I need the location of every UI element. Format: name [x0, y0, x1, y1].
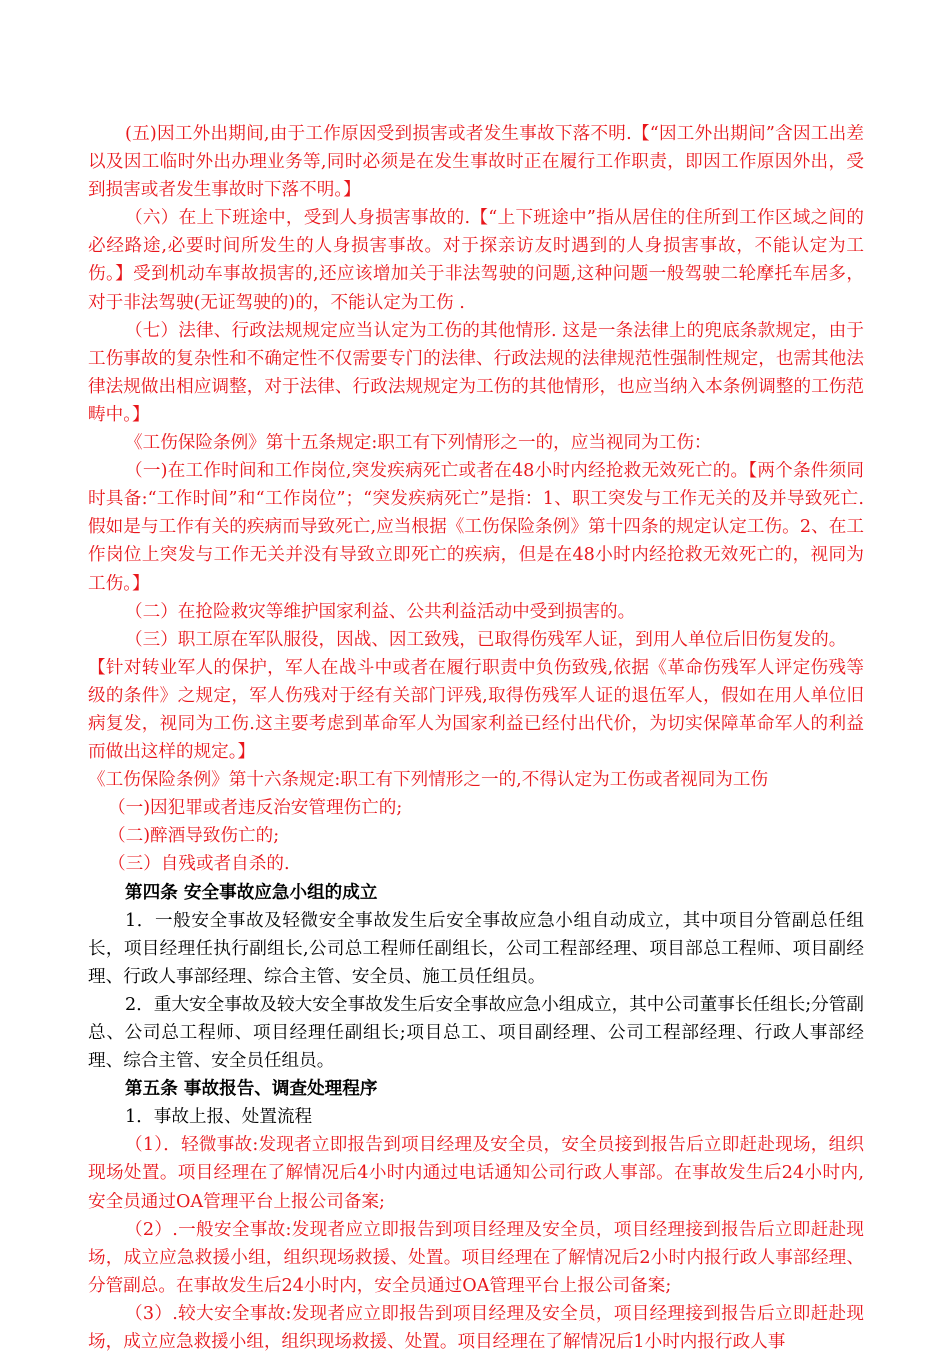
- paragraph-article-4-item-2: 2．重大安全事故及较大安全事故发生后安全事故应急小组成立，其中公司董事长任组长;分管副总、公司总工程师、项目经理任副组长;项目总工、项目副经理、公司工程部经理、行政人事部经理、综合主管、安全员任组员。: [88, 994, 864, 1072]
- paragraph-article-5-subheading: 1．事故上报、处置流程: [125, 1107, 313, 1128]
- paragraph-article-4-item-1: 1．一般安全事故及轻微安全事故发生后安全事故应急小组自动成立，其中项目分管副总任组长，项目经理任执行副组长,公司总工程师任副组长，公司工程部经理、项目部总工程师、项目副经理、行政人事部经理、综合主管、安全员、施工员任组员。: [88, 910, 864, 987]
- paragraph-article-15-intro: 《工伤保险条例》第十五条规定:职工有下列情形之一的，应当视同为工伤：: [125, 433, 712, 454]
- paragraph-clause-7: （七）法律、行政法规规定应当认定为工伤的其他情形. 这是一条法律上的兜底条款规定，由于工伤事故的复杂性和不确定性不仅需要专门的法律、行政法规的法律规范性强制性规定，也需其他法律法规做出相应调整，对于法律、行政法规规定为工伤的其他情形，也应当纳入本条例调整的工伤范畴中。】: [88, 320, 864, 425]
- heading-article-4: 第四条 安全事故应急小组的成立: [125, 881, 378, 903]
- paragraph-clause-6: （六）在上下班途中，受到人身损害事故的.【“上下班途中”指从居住的住所到工作区域之间的必经路途,必要时间所发生的人身损害事故。对于探亲访友时遇到的人身损害事故，不能认定为工伤。】受到机动车事故损害的,还应该增加关于非法驾驶的问题,这种问题一般驾驶二轮摩托车居多，对于非法驾驶(无证驾驶的)的，不能认定为工伤 .: [88, 208, 864, 313]
- paragraph-article-15-item-2: （二）在抢险救灾等维护国家利益、公共利益活动中受到损害的。: [125, 601, 636, 622]
- paragraph-article-15-item-1: （一)在工作时间和工作岗位,突发疾病死亡或者在48小时内经抢救无效死亡的。【两个条件须同时具备:“工作时间”和“工作岗位”；“突发疾病死亡”是指：1、职工突发与工作无关的及并导致死亡.假如是与工作有关的疾病而导致死亡,应当根据《工伤保险条例》第十四条的规定认定工伤。2、在工作岗位上突发与工作无关并没有导致立即死亡的疾病，但是在48小时内经抢救无效死亡的，视同为工伤。】: [88, 461, 864, 594]
- paragraph-clause-5: (五)因工外出期间,由于工作原因受到损害或者发生事故下落不明.【“因工外出期间”含因工出差以及因工临时外出办理业务等,同时必须是在发生事故时正在履行工作职责，即因工作原因外出，受到损害或者发生事故时下落不明。】: [88, 124, 864, 201]
- paragraph-major-accident: （3）.较大安全事故:发现者应立即报告到项目经理及安全员，项目经理接到报告后立即赶赴现场，成立应急救援小组，组织现场救援、处置。项目经理在了解情况后1小时内报行政人事: [88, 1303, 864, 1353]
- paragraph-article-15-item-3: （三）职工原在军队服役，因战、因工致残，已取得伤残军人证，到用人单位后旧伤复发的。: [125, 629, 847, 650]
- paragraph-general-accident: （2）.一般安全事故:发现者应立即报告到项目经理及安全员，项目经理接到报告后立即赶赴现场，成立应急救援小组，组织现场救援、处置。项目经理在了解情况后2小时内报行政人事部经理、分管副总。在事故发生后24小时内，安全员通过OA管理平台上报公司备案;: [88, 1219, 864, 1296]
- paragraph-article-16-item-3: （三）自残或者自杀的.: [108, 854, 290, 875]
- heading-article-5: 第五条 事故报告、调查处理程序: [125, 1078, 378, 1100]
- paragraph-article-16-item-2: （二)醉酒导致伤亡的;: [108, 826, 280, 847]
- paragraph-minor-accident: （1）．轻微事故:发现者立即报告到项目经理及安全员，安全员接到报告后立即赶赴现场，组织现场处置。项目经理在了解情况后4小时内通过电话通知公司行政人事部。在事故发生后24小时内,安全员通过OA管理平台上报公司备案;: [88, 1135, 864, 1212]
- paragraph-article-16-item-1: （一)因犯罪或者违反治安管理伤亡的;: [108, 798, 403, 819]
- document-page: [88, 120, 864, 1356]
- paragraph-veteran-note: 【针对转业军人的保护，军人在战斗中或者在履行职责中负伤致残,依据《革命伤残军人评定伤残等级的条件》之规定，军人伤残对于经有关部门评残,取得伤残军人证的退伍军人，假如在用人单位旧病复发，视同为工伤.这主要考虑到革命军人为国家利益已经付出代价，为切实保障革命军人的利益而做出这样的规定。】: [88, 657, 864, 763]
- paragraph-article-16-intro: 《工伤保险条例》第十六条规定:职工有下列情形之一的,不得认定为工伤或者视同为工伤: [88, 770, 769, 791]
